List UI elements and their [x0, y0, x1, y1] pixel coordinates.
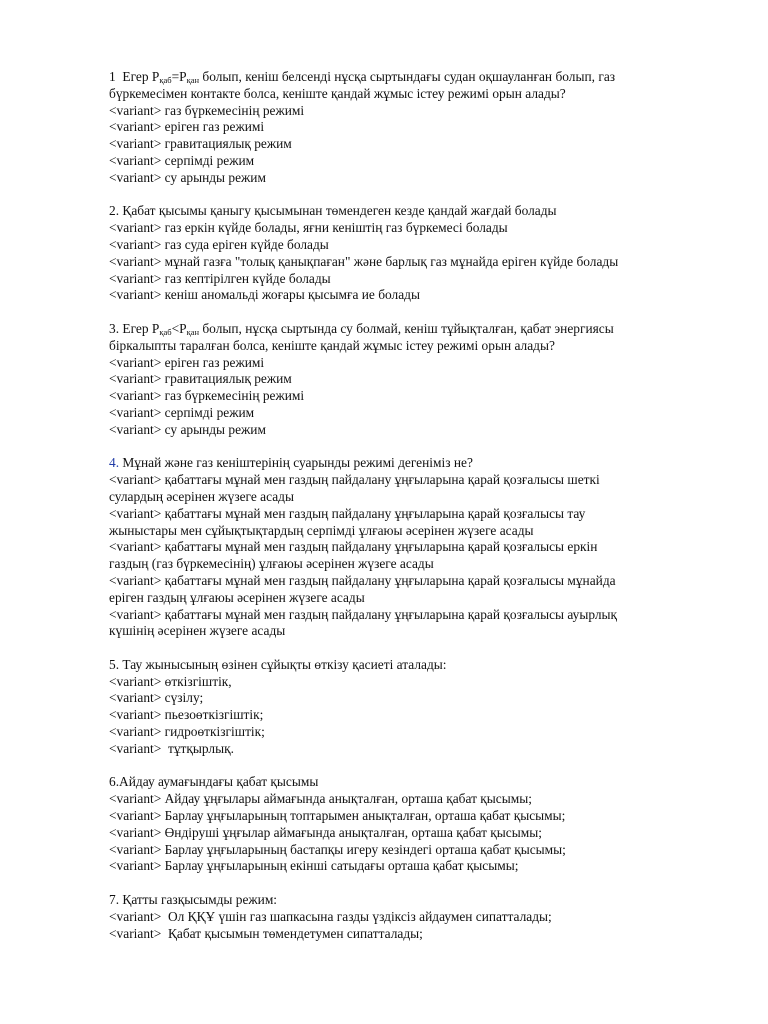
question-4 — [109, 455, 713, 640]
variant-option[interactable]: <variant> өткізгіштік, — [109, 673, 232, 689]
question-list — [109, 69, 713, 959]
question-6-title: 6.Айдау аумағындағы қабат қысымы — [109, 774, 319, 790]
variant-option[interactable]: <variant> серпімді режим — [109, 404, 255, 420]
question-7 — [109, 892, 713, 942]
variant-option[interactable]: <variant> еріген газ режимі — [109, 119, 265, 135]
variant-option[interactable]: <variant> су арынды режим — [109, 421, 266, 437]
question-3 — [109, 321, 713, 439]
variant-option[interactable]: <variant> Барлау ұңғыларының топтарымен анықталған, орташа қабат қысымы; — [109, 808, 566, 824]
question-5-title: 5. Тау жынысының өзінен сұйықты өткізу қасиеті аталады: — [109, 656, 447, 672]
variant-option[interactable]: <variant> Өндіруші ұңғылар аймағында анықталған, орташа қабат қысымы; — [109, 824, 542, 840]
variant-option[interactable]: <variant> кеніш аномальді жоғары қысымға ие болады — [109, 287, 420, 303]
variant-option[interactable]: <variant> еріген газ режимі — [109, 354, 265, 370]
question-2-title: 2. Қабат қысымы қаныгу қысымынан төмендеген кезде қандай жағдай болады — [109, 203, 557, 219]
question-1-title-cont: бүркемесімен контакте болса, кеніште қандай жұмыс істеу режимі орын алады? — [109, 85, 566, 101]
variant-option[interactable]: <variant> газ кептірілген күйде болады — [109, 270, 331, 286]
variant-option[interactable]: <variant> Барлау ұңғыларының екінші сатыдағы орташа қабат қысымы; — [109, 858, 519, 874]
variant-option[interactable]: <variant> серпімді режим — [109, 152, 255, 168]
variant-option[interactable]: <variant> қабаттағы мұнай мен газдың пайдалану ұңғыларына қарай қозғалысы мұнайда — [109, 572, 616, 588]
question-1 — [109, 69, 713, 187]
variant-option[interactable]: <variant> газ суда еріген күйде болады — [109, 236, 329, 252]
variant-option[interactable]: <variant> пьезоөткізгіштік; — [109, 707, 264, 723]
question-1-title: 1 Егер $P_{қаб}=P_{қан}$ болып, кеніш белсенді нұсқа сыртындағы судан оқшауланған болып, газ — [109, 69, 616, 85]
variant-option[interactable]: <variant> гравитациялық режим — [109, 371, 292, 387]
variant-option[interactable]: <variant> қабаттағы мұнай мен газдың пайдалану ұңғыларына қарай қозғалысы тау — [109, 505, 586, 521]
variant-option-cont[interactable]: күшінің әсерінен жүзеге асады — [109, 623, 286, 639]
question-5 — [109, 657, 713, 758]
variant-option-cont[interactable]: еріген газдың ұлғаюы әсерінен жүзеге асады — [109, 589, 365, 605]
question-3-title: 3. Егер $P_{қаб}<P_{қан}$ болып, нұсқа сыртында су болмай, кеніш тұйықталған, қабат энергиясы — [109, 320, 614, 337]
variant-option[interactable]: <variant> гравитациялық режим — [109, 136, 292, 152]
variant-option[interactable]: <variant> қабаттағы мұнай мен газдың пайдалану ұңғыларына қарай қозғалысы еркін — [109, 539, 598, 555]
variant-option-cont[interactable]: жыныстары мен сұйықтықтардың серпімді ұлғаюы әсерінен жүзеге асады — [109, 522, 534, 538]
variant-option[interactable]: <variant> сүзілу; — [109, 690, 204, 706]
variant-option-cont[interactable]: сулардың әсерінен жүзеге асады — [109, 488, 294, 504]
variant-option[interactable]: <variant> газ бүркемесінің режимі — [109, 102, 305, 118]
question-7-title: 7. Қатты газқысымды режим: — [109, 892, 278, 908]
question-4-title: 4. Мұнай және газ кеніштерінің суарынды режимі дегеніміз не? — [109, 455, 473, 471]
variant-option[interactable]: <variant> қабаттағы мұнай мен газдың пайдалану ұңғыларына қарай қозғалысы ауырлық — [109, 606, 618, 622]
variant-option[interactable]: <variant> Айдау ұңғылары аймағында анықталған, орташа қабат қысымы; — [109, 791, 532, 807]
variant-option[interactable]: <variant> газ бүркемесінің режимі — [109, 388, 305, 404]
question-3-title-cont: біркалыпты таралған болса, кеніште қандай жұмыс істеу режимі орын алады? — [109, 337, 555, 353]
question-2 — [109, 203, 713, 304]
variant-option[interactable]: <variant> газ еркін күйде болады, яғни кеніштің газ бүркемесі болады — [109, 220, 508, 236]
variant-option[interactable]: <variant> су арынды режим — [109, 169, 266, 185]
variant-option[interactable]: <variant> Ол ҚҚҰ үшін газ шапкасына газды үздіксіз айдаумен сипатталады; — [109, 908, 552, 924]
variant-option[interactable]: <variant> тұтқырлық. — [109, 740, 234, 756]
variant-option[interactable]: <variant> мұнай газға "толық қанықпаған" және барлық газ мұнайда еріген күйде болады — [109, 253, 619, 269]
variant-option[interactable]: <variant> Қабат қысымын төмендетумен сипатталады; — [109, 925, 423, 941]
variant-option-cont[interactable]: газдың (газ бүркемесінің) ұлғаюы әсерінен жүзеге асады — [109, 556, 434, 572]
variant-option[interactable]: <variant> гидроөткізгіштік; — [109, 724, 265, 740]
variant-option[interactable]: <variant> қабаттағы мұнай мен газдың пайдалану ұңғыларына қарай қозғалысы шеткі — [109, 472, 600, 488]
variant-option[interactable]: <variant> Барлау ұңғыларының бастапқы игеру кезіндегі орташа қабат қысымы; — [109, 841, 566, 857]
question-6 — [109, 774, 713, 875]
